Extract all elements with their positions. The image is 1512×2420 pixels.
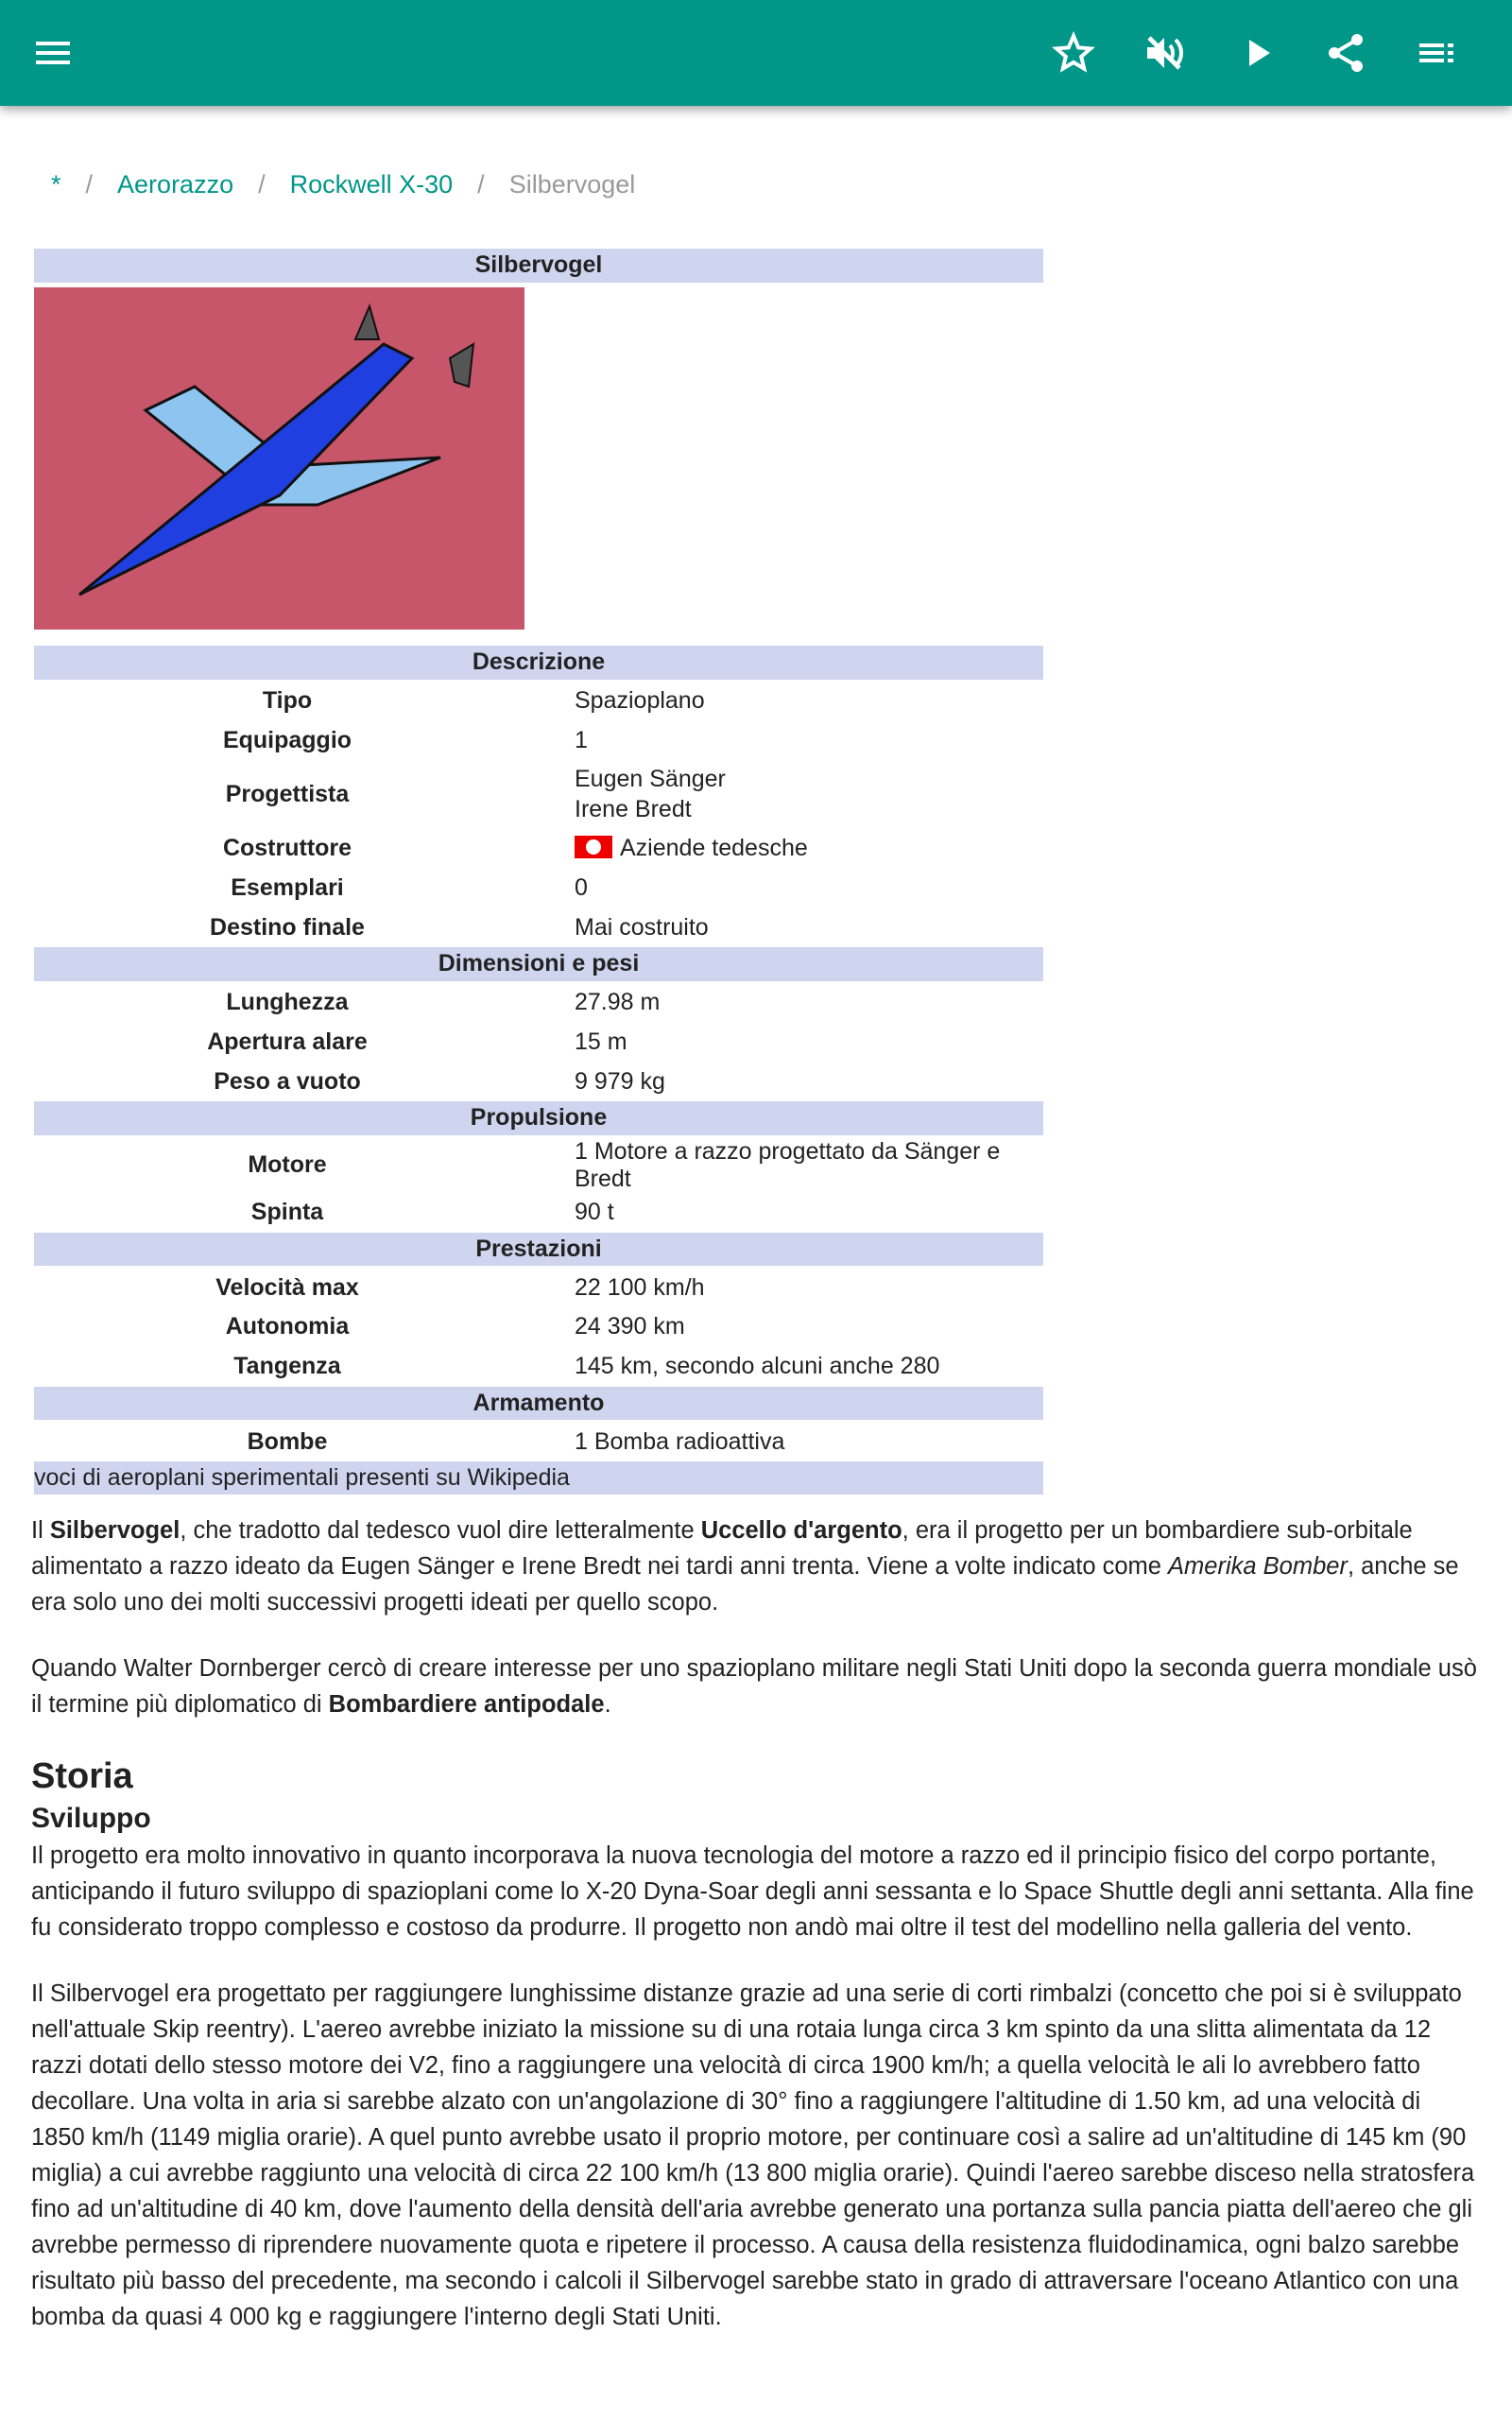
volume-off-icon[interactable] xyxy=(1142,30,1187,76)
table-row xyxy=(34,760,1043,828)
row-label: Autonomia xyxy=(225,1313,350,1340)
row-value: 0 xyxy=(575,873,588,901)
row-value: 9 979 kg xyxy=(575,1067,665,1095)
table-row xyxy=(34,720,1043,760)
row-value: Aziende tedesche xyxy=(620,834,808,861)
table-row xyxy=(34,868,1043,908)
row-label: Velocità max xyxy=(215,1273,359,1301)
row-label: Esemplari xyxy=(231,873,344,901)
row-value: Spazioplano xyxy=(575,687,705,715)
section-heading-storia: Storia xyxy=(31,1756,133,1796)
row-value: Mai costruito xyxy=(575,913,709,941)
row-label: Peso a vuoto xyxy=(214,1067,361,1095)
breadcrumb xyxy=(51,170,635,199)
table-row xyxy=(34,1193,1043,1233)
table-row xyxy=(34,1022,1043,1062)
play-icon[interactable] xyxy=(1234,30,1280,76)
section-header: Prestazioni xyxy=(34,1233,1043,1268)
table-row xyxy=(34,982,1043,1022)
row-label: Tipo xyxy=(262,687,313,715)
app-toolbar xyxy=(0,0,1512,106)
breadcrumb-separator: / xyxy=(258,170,266,199)
star-icon[interactable] xyxy=(1051,30,1096,76)
row-value: 22 100 km/h xyxy=(575,1273,705,1301)
row-value: 90 t xyxy=(575,1199,614,1225)
breadcrumb-separator: / xyxy=(85,170,94,199)
share-icon[interactable] xyxy=(1323,30,1368,76)
row-label: Progettista xyxy=(225,780,350,807)
infobox-footer-link[interactable]: voci di aeroplani sperimentali presenti su Wikipedia xyxy=(34,1461,1043,1496)
table-row xyxy=(34,908,1043,947)
row-label: Tangenza xyxy=(233,1353,341,1379)
subsection-heading-sviluppo: Sviluppo xyxy=(31,1803,151,1834)
breadcrumb-home[interactable]: * xyxy=(51,170,61,199)
infobox-title: Silbervogel xyxy=(34,249,1043,284)
breadcrumb-aerorazzo[interactable]: Aerorazzo xyxy=(117,170,234,199)
row-value: 145 km, secondo alcuni anche 280 xyxy=(575,1353,940,1379)
row-value: Eugen Sänger Irene Bredt xyxy=(575,766,726,822)
table-row xyxy=(34,1136,1043,1193)
row-label: Destino finale xyxy=(210,913,365,941)
infobox xyxy=(34,249,1043,636)
menu-icon[interactable] xyxy=(30,30,76,76)
section-header: Armamento xyxy=(34,1387,1043,1422)
breadcrumb-separator: / xyxy=(477,170,485,199)
table-row xyxy=(34,1422,1043,1461)
row-value: 27.98 m xyxy=(575,989,661,1016)
section-header: Propulsione xyxy=(34,1101,1043,1136)
breadcrumb-rockwell-x30[interactable]: Rockwell X-30 xyxy=(289,170,454,199)
row-label: Costruttore xyxy=(222,834,352,861)
row-value: 15 m xyxy=(575,1028,627,1055)
row-label: Bombe xyxy=(247,1427,328,1455)
aircraft-image[interactable] xyxy=(34,287,524,630)
row-label: Apertura alare xyxy=(207,1028,368,1055)
flag-icon xyxy=(575,836,612,858)
table-row xyxy=(34,828,1043,868)
table-row xyxy=(34,681,1043,720)
table-row xyxy=(34,1347,1043,1387)
paragraph: Quando Walter Dornberger cercò di creare interesse per uno spazioplano militare negli Stati Uniti dopo la seconda guerra mondiale usò il termine più diplomatico di Bombardiere antipodale. xyxy=(31,1655,1477,1718)
row-value: 1 xyxy=(575,726,588,753)
intro-paragraph: Il Silbervogel, che tradotto dal tedesco vuol dire letteralmente Uccello d'argento, era il progetto per un bombardiere sub-orbitale alimentato a razzo ideato da Eugen Sänger e Irene Bredt nei tardi anni trenta. Viene a volte indicato come Amerika Bomber, anche se era solo uno dei molti successivi progetti ideati per quello scopo. xyxy=(31,1517,1459,1616)
row-label: Equipaggio xyxy=(222,726,352,753)
row-label: Motore xyxy=(248,1151,327,1178)
playlist-icon[interactable] xyxy=(1414,30,1459,76)
row-value: 24 390 km xyxy=(575,1313,685,1340)
paragraph: Il progetto era molto innovativo in quanto incorporava la nuova tecnologia del motore a razzo ed il principio fisico del corpo portante, anticipando il futuro sviluppo di spazioplani come lo X-20 Dyna-Soar degli anni sessanta e lo Space Shuttle degli anni settanta. Alla fine fu considerato troppo complesso e costoso da produrre. Il progetto non andò mai oltre il test del modellino nella galleria del vento. xyxy=(31,1842,1474,1941)
row-value: 1 Bomba radioattiva xyxy=(575,1427,785,1455)
article-body xyxy=(31,1512,1477,2365)
row-label: Lunghezza xyxy=(226,989,349,1016)
row-label: Spinta xyxy=(250,1199,324,1225)
section-header: Descrizione xyxy=(34,646,1043,681)
row-value: 1 Motore a razzo progettato da Sänger e Bredt xyxy=(575,1137,1001,1192)
table-row xyxy=(34,1062,1043,1101)
section-header: Dimensioni e pesi xyxy=(34,947,1043,982)
breadcrumb-current: Silbervogel xyxy=(508,170,636,199)
paragraph: Il Silbervogel era progettato per raggiungere lunghissime distanze grazie ad una serie di corti rimbalzi (concetto che poi si è sviluppato nell'attuale Skip reentry). L'aereo avrebbe iniziato la missione su di una rotaia lunga circa 3 km spinto da una slitta alimentata da 12 razzi dotati dello stesso motore dei V2, fino a raggiungere una velocità di circa 1900 km/h; a quella velocità le ali lo avrebbero fatto decollare. Una volta in aria si sarebbe alzato con un'angolazione di 30° fino a raggiungere l'altitudine di 1.50 km, ad una velocità di 1850 km/h (1149 miglia orarie). A quel punto avrebbe usato il proprio motore, per continuare così a salire ad un'altitudine di 145 km (90 miglia) a cui avrebbe raggiunto una velocità di circa 22 100 km/h (13 800 miglia orarie). Quindi l'aereo sarebbe disceso nella stratosfera fino ad un'altitudine di 40 km, dove l'aumento della densità dell'aria avrebbe generato una portanza sulla pancia piatta dell'aereo che gli avrebbe permesso di riprendere nuovamente quota e ripetere il processo. A causa della resistenza fluidodinamica, ogni balzo sarebbe risultato più basso del precedente, ma secondo i calcoli il Silbervogel sarebbe stato in grado di attraversare l'oceano Atlantico con una bomba da quasi 4 000 kg e raggiungere l'interno degli Stati Uniti. xyxy=(31,1980,1475,2330)
table-row xyxy=(34,1307,1043,1347)
table-row xyxy=(34,1268,1043,1307)
infobox-details xyxy=(34,646,1043,1497)
